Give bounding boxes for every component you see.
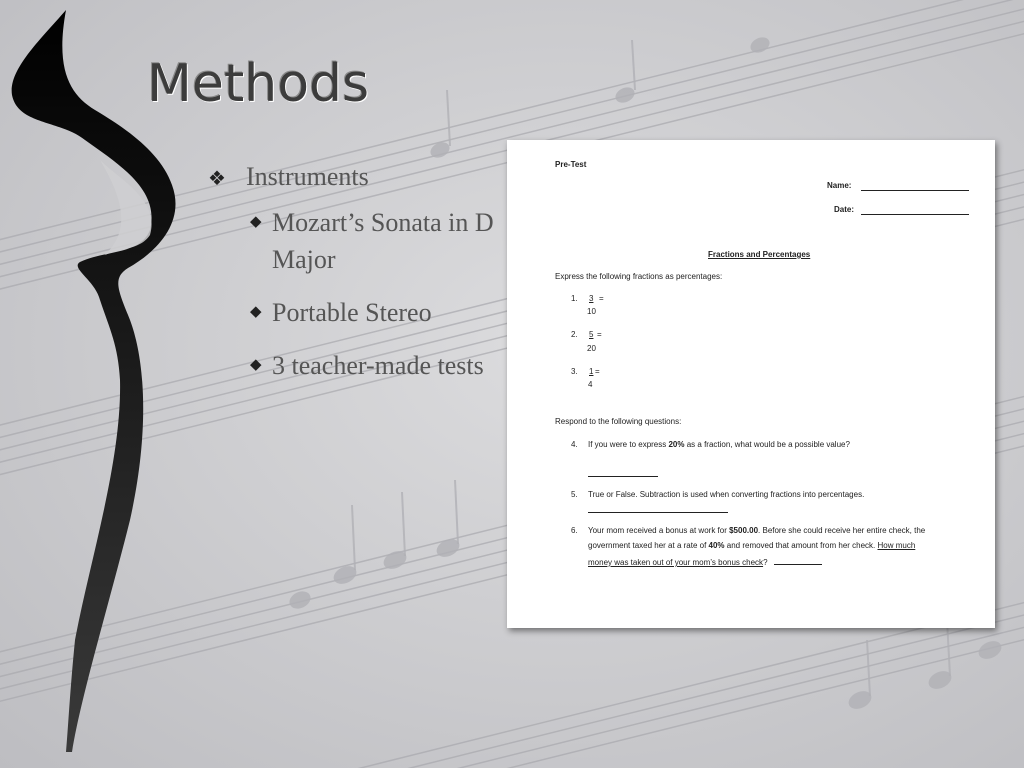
question-number: 5. xyxy=(571,490,578,499)
q6-line3-post: ? xyxy=(763,558,768,567)
q4-post: as a fraction, what would be a possible value? xyxy=(684,440,850,449)
equals-sign: = xyxy=(597,330,602,339)
name-label: Name: xyxy=(827,181,852,190)
four-diamond-bullet-icon: ❖ xyxy=(208,168,226,190)
q6-line2-pre: government taxed her at a rate of xyxy=(588,541,709,550)
bullet-item xyxy=(248,204,498,278)
worksheet-title: Fractions and Percentages xyxy=(708,250,811,259)
question-4-text xyxy=(588,440,850,449)
question-5-text: True or False. Subtraction is used when converting fractions into percentages. xyxy=(588,490,865,499)
q6-line2-post: and removed that amount from her check. xyxy=(724,541,878,550)
question-6-line2 xyxy=(588,541,915,550)
pretest-worksheet xyxy=(507,140,995,628)
equals-sign: = xyxy=(599,294,604,303)
answer-line xyxy=(588,504,728,513)
question-number: 6. xyxy=(571,526,578,535)
fraction-numerator: 5 xyxy=(589,330,594,339)
q6-line2-underlined: How much xyxy=(877,541,916,550)
fraction-numerator: 1 xyxy=(589,367,594,376)
question-number: 3. xyxy=(571,367,578,376)
answer-line xyxy=(774,556,822,565)
date-line xyxy=(861,206,969,215)
equals-sign: = xyxy=(595,367,600,376)
q4-pre: If you were to express xyxy=(588,440,669,449)
bullet-list xyxy=(208,160,498,400)
diamond-bullet-icon: ◆ xyxy=(250,214,262,230)
section2-instruction: Respond to the following questions: xyxy=(555,417,682,426)
question-6-line3 xyxy=(588,556,822,567)
diamond-bullet-icon: ◆ xyxy=(250,357,262,373)
question-number: 4. xyxy=(571,440,578,449)
bullet-item-text: Mozart’s Sonata in D Major xyxy=(272,208,494,274)
q4-bold: 20% xyxy=(668,440,685,449)
bullet-heading-text: Instruments xyxy=(246,162,369,191)
bullet-item-text: Portable Stereo xyxy=(272,298,432,327)
question-6-line1 xyxy=(588,526,925,535)
name-line xyxy=(861,182,969,191)
bullet-item xyxy=(248,294,498,331)
swirl-ornament xyxy=(0,0,200,768)
diamond-bullet-icon: ◆ xyxy=(250,304,262,320)
bullet-item xyxy=(248,347,498,384)
q6-line2-bold: 40% xyxy=(708,541,725,550)
q6-line3-underlined: money was taken out of your mom’s bonus check xyxy=(588,558,764,567)
q6-line1-pre: Your mom received a bonus at work for xyxy=(588,526,730,535)
slide-title: Methods xyxy=(147,54,370,114)
question-number: 2. xyxy=(571,330,578,339)
fraction-numerator: 3 xyxy=(589,294,594,303)
worksheet-header: Pre-Test xyxy=(555,160,587,169)
question-number: 1. xyxy=(571,294,578,303)
fraction-denominator: 4 xyxy=(588,380,593,389)
answer-line xyxy=(588,468,658,477)
bullet-heading xyxy=(208,160,498,194)
fraction-denominator: 10 xyxy=(587,307,596,316)
section1-instruction: Express the following fractions as percentages: xyxy=(555,272,723,281)
bullet-item-text: 3 teacher-made tests xyxy=(272,351,484,380)
q6-line1-bold: $500.00 xyxy=(729,526,759,535)
fraction-denominator: 20 xyxy=(587,344,596,353)
date-label: Date: xyxy=(834,205,855,214)
q6-line1-post: . Before she could receive her entire check, the xyxy=(758,526,926,535)
